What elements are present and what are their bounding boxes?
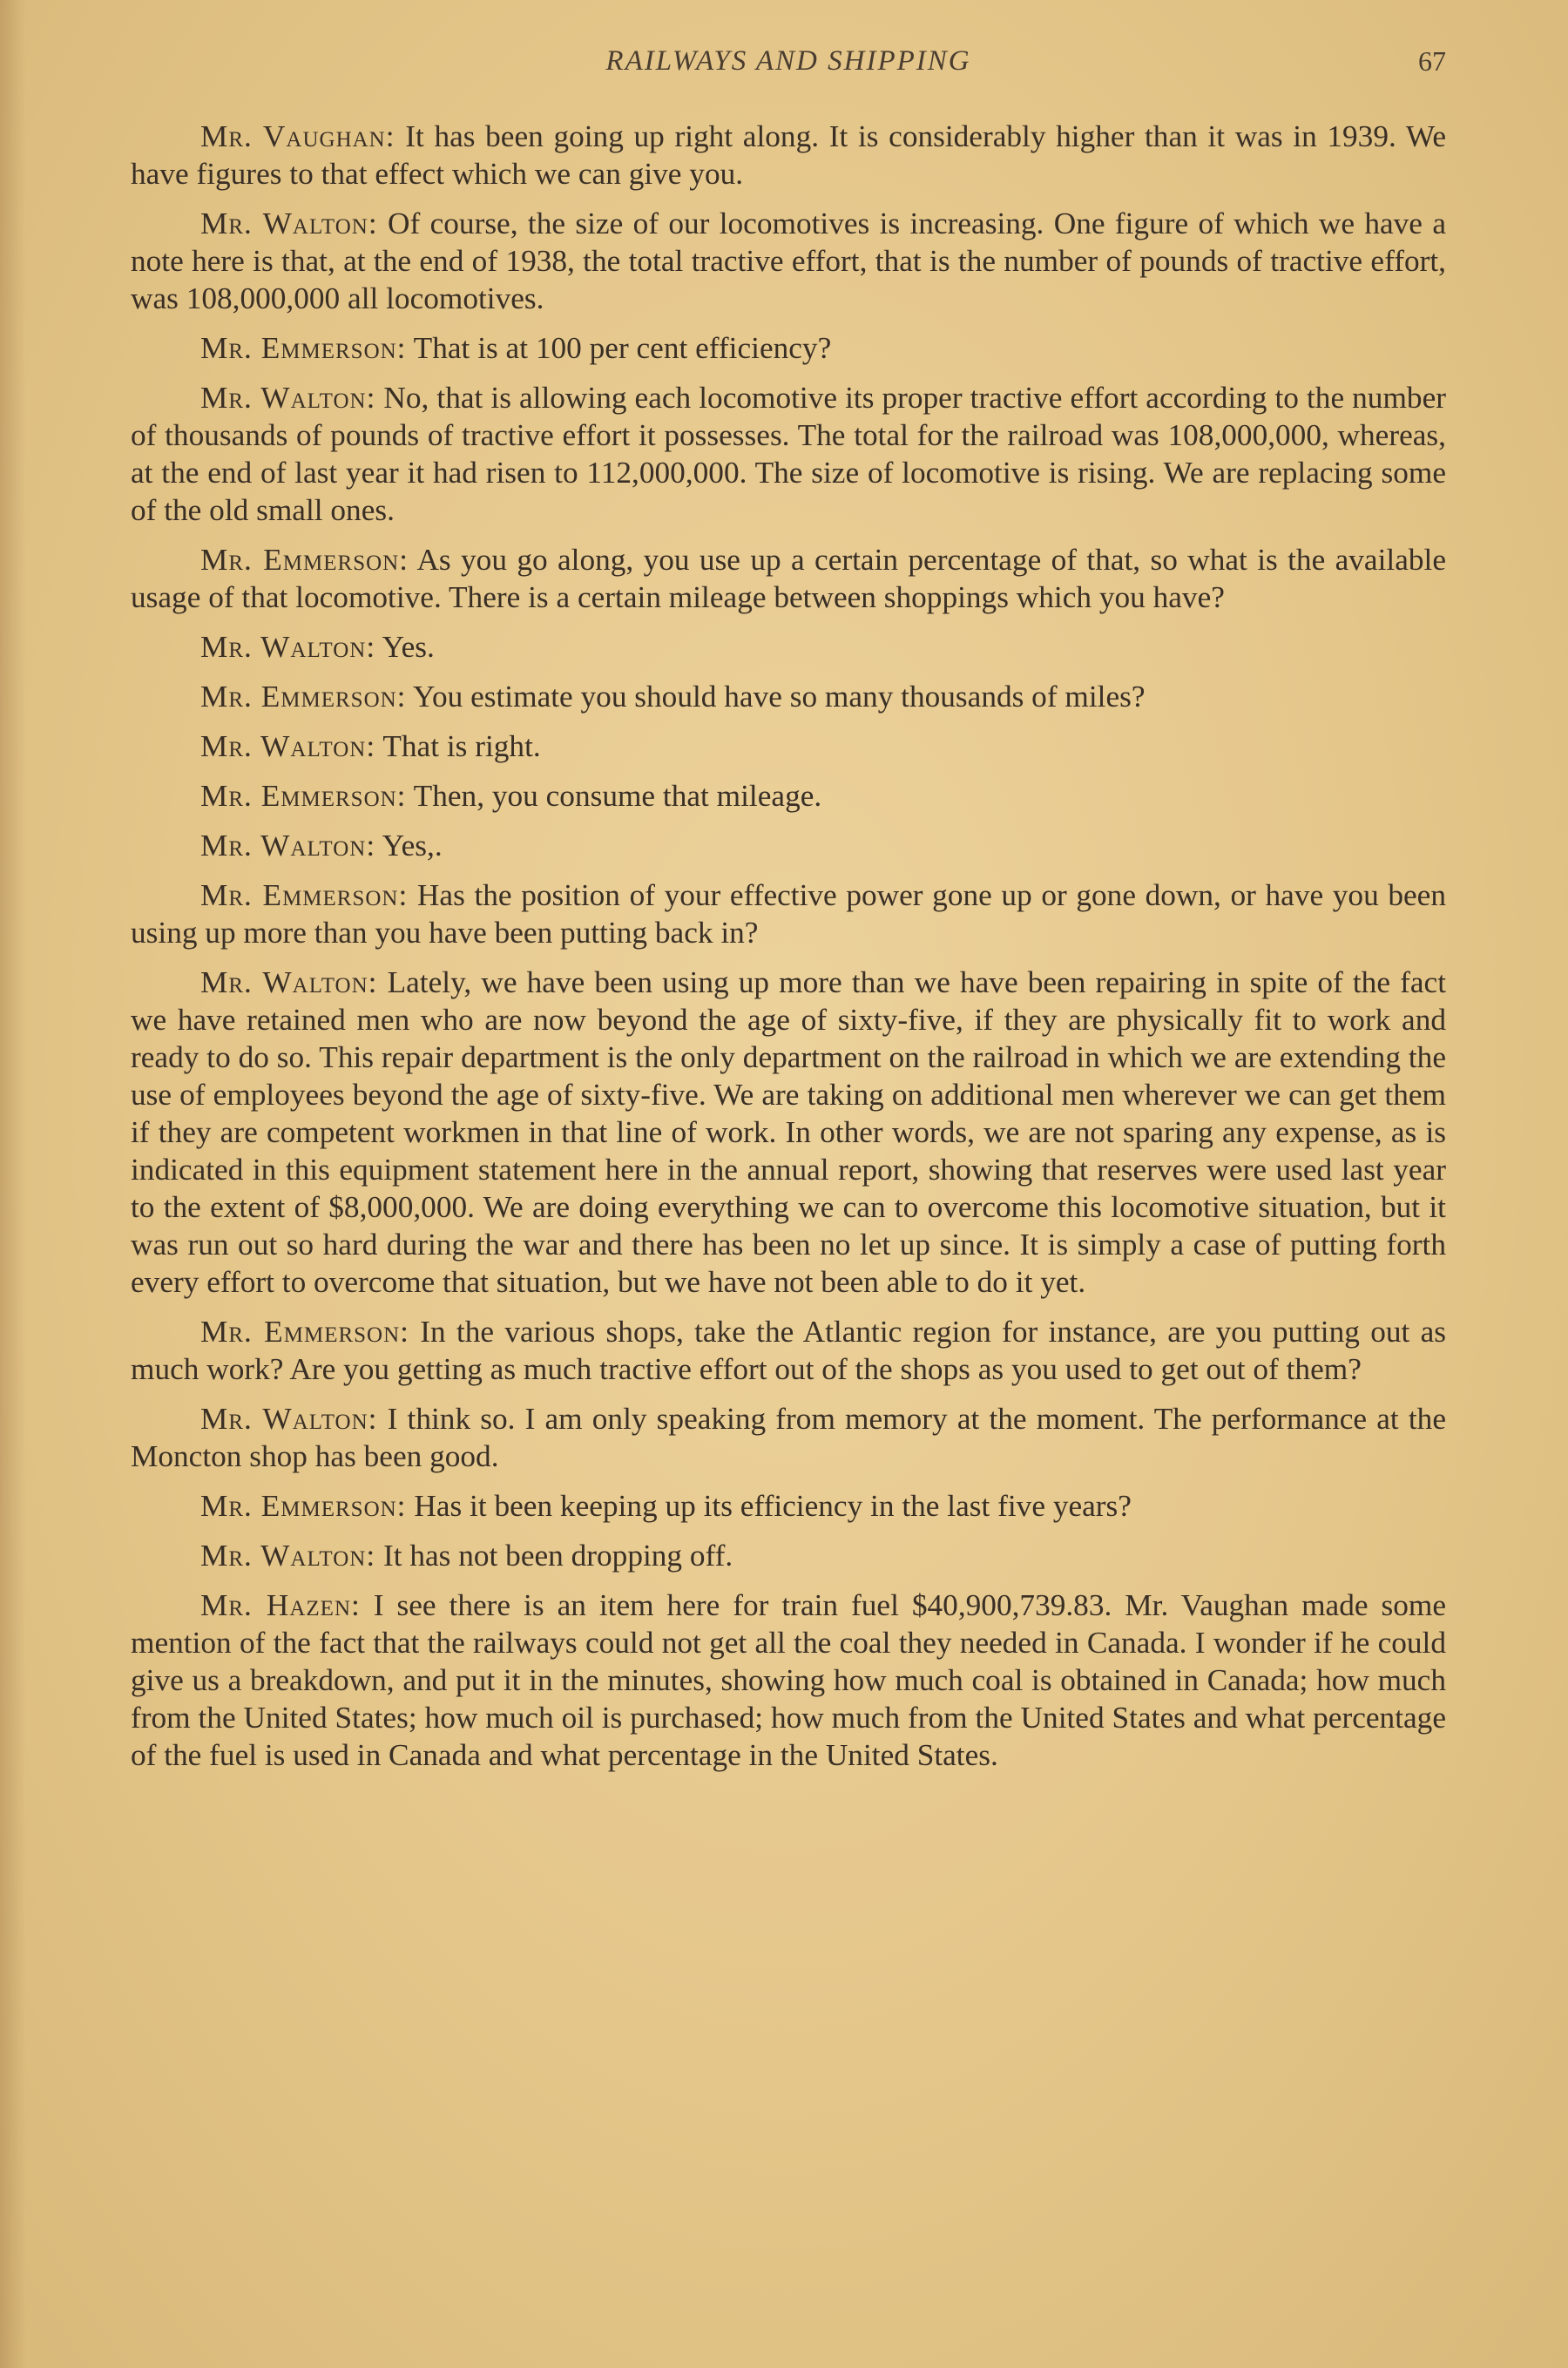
transcript-paragraph [131, 329, 1446, 367]
transcript-paragraph [131, 678, 1446, 715]
transcript-body [131, 118, 1446, 1786]
speaker-name: Mr. Hazen: [200, 1588, 361, 1622]
transcript-paragraph [131, 1587, 1446, 1774]
utterance-text: Of course, the size of our locomotives is increasing. One figure of which we have a note here is that, at the end of 1938, the total tractive effort, that is the number of pounds of tractive effort, was 108,000,000 all locomotives. [131, 206, 1446, 315]
speaker-name: Mr. Walton: [200, 965, 378, 999]
speaker-name: Mr. Walton: [200, 1402, 378, 1436]
transcript-paragraph [131, 628, 1446, 666]
transcript-paragraph [131, 379, 1446, 529]
utterance-text: That is at 100 per cent efficiency? [406, 331, 832, 365]
transcript-paragraph [131, 1487, 1446, 1525]
utterance-text: It has been going up right along. It is considerably higher than it was in 1939. We have figures to that effect which we can give you. [131, 119, 1446, 191]
transcript-paragraph [131, 541, 1446, 616]
running-head [131, 45, 1446, 85]
transcript-paragraph [131, 827, 1446, 864]
transcript-paragraph [131, 205, 1446, 317]
transcript-paragraph [131, 727, 1446, 765]
speaker-name: Mr. Walton: [200, 1539, 376, 1573]
transcript-paragraph [131, 1537, 1446, 1574]
utterance-text: No, that is allowing each locomotive its proper tractive effort according to the number of thousands of pounds of tractive effort it possesses. The total for the railroad was 108,000,000, whereas, at the end of last year it had risen to 112,000,000. The size of locomotive is rising. We are replacing some of the old small ones. [131, 381, 1446, 527]
transcript-paragraph [131, 777, 1446, 815]
utterance-text: That is right. [375, 729, 541, 763]
utterance-text: Yes,. [375, 829, 443, 863]
speaker-name: Mr. Emmerson: [200, 680, 407, 714]
speaker-name: Mr. Walton: [200, 729, 376, 763]
speaker-name: Mr. Walton: [200, 381, 376, 415]
transcript-paragraph [131, 118, 1446, 193]
speaker-name: Mr. Walton: [200, 630, 376, 664]
speaker-name: Mr. Emmerson: [200, 1489, 407, 1523]
utterance-text: I think so. I am only speaking from memory at the moment. The performance at the Moncton shop has been good. [131, 1402, 1446, 1473]
speaker-name: Mr. Emmerson: [200, 779, 407, 813]
transcript-paragraph [131, 876, 1446, 951]
transcript-paragraph [131, 964, 1446, 1301]
utterance-text: Lately, we have been using up more than we have been repairing in spite of the fact we have retained men who are now beyond the age of sixty-five, if they are physically fit to work and ready to do so. This repair department is the only department on the railroad in which we are extending the use of employees beyond the age of sixty-five. We are taking on additional men wherever we can get them if they are competent workmen in that line of work. In other words, we are not sparing any expense, as is indicated in this equipment statement here in the annual report, showing that reserves were used last year to the extent of $8,000,000. We are doing everything we can to overcome this locomotive situation, but it was run out so hard during the war and there has been no let up since. It is simply a case of putting forth every effort to overcome that situation, but we have not been able to do it yet. [131, 965, 1447, 1299]
speaker-name: Mr. Emmerson: [200, 331, 407, 365]
page-edge-shading [0, 0, 26, 2368]
speaker-name: Mr. Walton: [200, 206, 378, 240]
utterance-text: It has not been dropping off. [375, 1539, 733, 1573]
speaker-name: Mr. Emmerson: [200, 1315, 409, 1349]
utterance-text: Has it been keeping up its efficiency in the last five years? [406, 1489, 1132, 1523]
speaker-name: Mr. Vaughan: [200, 119, 395, 153]
book-page [131, 0, 1446, 2368]
utterance-text: Then, you consume that mileage. [406, 779, 822, 813]
transcript-paragraph [131, 1400, 1446, 1475]
speaker-name: Mr. Emmerson: [200, 878, 409, 912]
utterance-text: I see there is an item here for train fuel $40,900,739.83. Mr. Vaughan made some mention of the fact that the railways could not get all the coal they needed in Canada. I wonder if he could give us a breakdown, and put it in the minutes, showing how much coal is obtained in Canada; how much from the United States; how much oil is purchased; how much from the United States and what percentage of the fuel is used in Canada and what percentage in the United States. [131, 1588, 1447, 1772]
utterance-text: Yes. [375, 630, 435, 664]
utterance-text: You estimate you should have so many thousands of miles? [406, 680, 1146, 714]
running-title: RAILWAYS AND SHIPPING [605, 45, 971, 77]
transcript-paragraph [131, 1313, 1446, 1388]
utterance-text: Has the position of your effective power gone up or gone down, or have you been using up more than you have been putting back in? [131, 878, 1446, 950]
speaker-name: Mr. Walton: [200, 829, 376, 863]
page-number: 67 [1418, 45, 1446, 77]
speaker-name: Mr. Emmerson: [200, 543, 409, 577]
utterance-text: In the various shops, take the Atlantic region for instance, are you putting out as much work? Are you getting as much tractive effort out of the shops as you used to get out of them? [131, 1315, 1446, 1386]
utterance-text: As you go along, you use up a certain percentage of that, so what is the available usage of that locomotive. There is a certain mileage between shoppings which you have? [131, 543, 1446, 614]
